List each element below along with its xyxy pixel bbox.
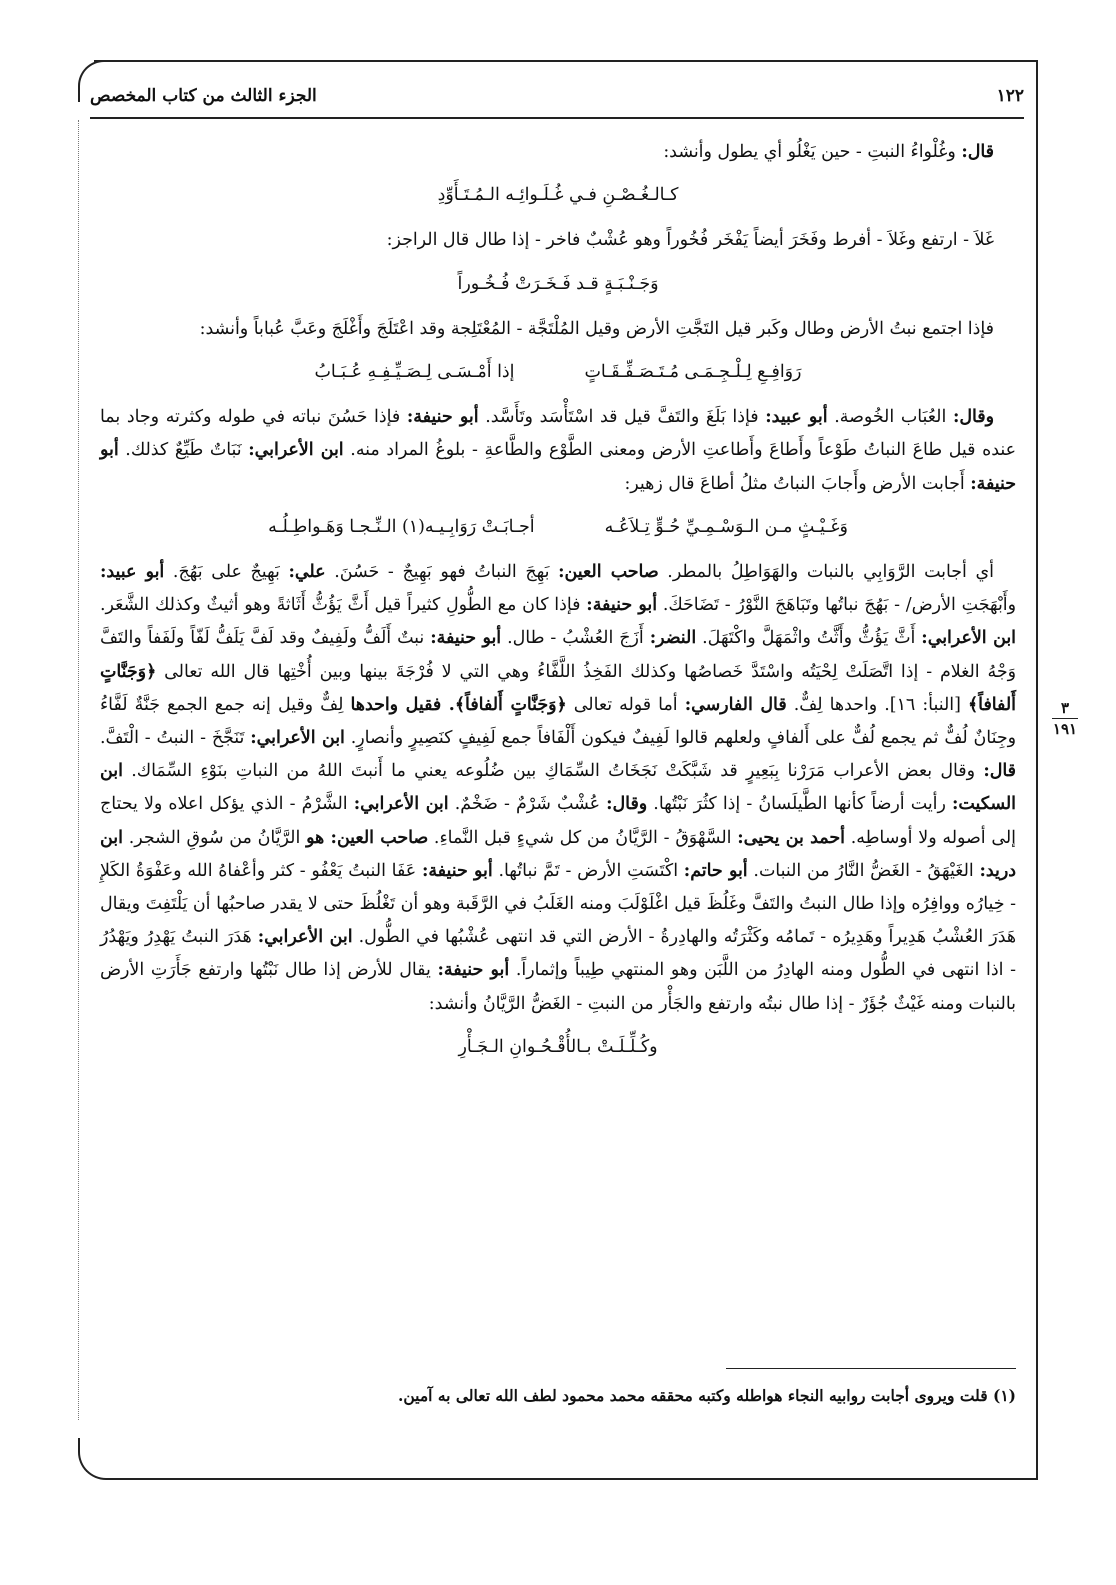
paragraph-text: نَبَاتٌ طَيِّعٌ كذلك. [118, 440, 249, 461]
frame-right-line [1036, 60, 1038, 1480]
verse-line: كـالـغُـصْـنِ فـي غُـلَـوائِـه الـمُـتَـأَوِّدِ [437, 185, 679, 206]
frame-top-line [94, 60, 1038, 62]
paragraph-text: فإذا بَلَغَ والتَفَّ قيل قد اسْتَأْسَد وتَأَسَّد. [478, 407, 766, 428]
lemma-label: أبو حنيفة: [430, 628, 502, 649]
paragraph [100, 224, 1016, 257]
lemma-label: ابن الأعرابي: [257, 927, 353, 948]
lemma-label: ابن الأعرابي: [921, 628, 1017, 649]
verse-couplet [100, 356, 1016, 389]
lemma-label: أبو حنيفة: [406, 407, 479, 428]
paragraph-text: عَفَا النبتُ يَعْفُو - كثر وأعْفاهُ الله وعَفْوَةُ الكَلإِ - خِيارُه ووافِرُه وإذا طال النبتُ والتَفَّ وغَلُظَ قيل اغْلَوْلَبَ ومنه الغَلَبُ في الرَّقَبة وهو أن تَغْلُظَ حتى لا يقدر صاحبُها أن يَلْتَفِتَ ويقال هَدَرَ العُشْبُ هَدِيراً وهَدِيرُه - تَمامُه وكَثْرَتُه والهادِرةُ - الأرض التي قد انتهى عُشْبُها في الطُّول. [100, 860, 1016, 948]
lemma-label: أحمد بن يحيى: [737, 827, 845, 848]
paragraph-text: هَدَرَ النبتُ يَهْدِرُ ويَهْدُرُ - اذا انتهى في الطُّول ومنه الهادِرُ من اللَّبَن وهو المنتهي طِيباً وإثماراً. [100, 927, 1016, 981]
frame-bottom-line [108, 1478, 1038, 1480]
header-rule [90, 117, 1024, 119]
paragraph-text: وغُلْواءُ النبتِ - حين يَغْلُو أي يطول وأنشد: [663, 142, 962, 162]
lemma-label: ابن السكيت: [100, 761, 1017, 815]
lemma-label: قال: [983, 761, 1016, 782]
margin-ref-bottom: ١٩١ [1052, 720, 1078, 738]
lemma-label: صاحب العين: هو [306, 827, 429, 848]
paragraph-text: السَّهْوَقُ - الرَّيَّانُ من كل شيءٍ قبل النَّماءِ. [428, 827, 738, 848]
paragraph-text: غَلاَ - ارتفع وغَلاَ - أفرط وفَخَرَ أيضاً يَفْخَر فُخُوراً وهو عُشْبٌ فاخر - إذا طال قال الراجز: [386, 230, 994, 251]
lemma-label: ابن الأعرابي: [353, 794, 449, 815]
page-number: ١٢٢ [996, 86, 1024, 106]
paragraph-text: وقال بعض الأعراب مَرَرْنا بِبَعِيرٍ قد شَبَّكَتْ نَجَخَاتُ السِّمَاكِ بين ضُلُوعه يعني ما أَنبتَ اللهُ من النباتِ بنَوْءِ السِّمَاك. [122, 761, 984, 782]
paragraph [100, 313, 1016, 346]
margin-ref-divider [1052, 718, 1078, 719]
paragraph [100, 136, 1016, 169]
frame-corner-bottom-left [78, 1438, 120, 1480]
lemma-label: قال: [961, 142, 994, 162]
lemma-label: صاحب العين: [558, 562, 659, 583]
paragraph-text: فإذا كان مع الطُّولِ كثيراً قيل أَثَّ يَؤُثُّ أَثَاثةً وهو أثيثٌ وكذلك الشَّعَر. [100, 595, 587, 616]
verse-line: وكُـلِّـلَـتْ بـالأُقْـحُـوانِ الـجَـأْرِ [458, 1036, 658, 1057]
lemma-label: ﴿وَجَنَّاتٍ أَلفافاً﴾ [100, 661, 1016, 715]
lemma-label: قال الفارسي: [684, 694, 787, 715]
footnote: (١) قلت ويروى أجابت روابيه النجاء هواطله وكتبه محققه محمد محمود لطف الله تعالى به آمين. [397, 1386, 1016, 1405]
paragraph-text: وأَبْهَجَتِ الأرض/ - بَهُجَ نباتُها وتَبَاهَجَ النَّوْرُ - تَضَاحَكَ. [657, 595, 1017, 616]
frame-left-line [78, 120, 79, 1420]
lemma-label: ابن الأعرابي: [250, 728, 345, 749]
verse-hemistich-second: أجـابَـتْ رَوَابِـيـه(١) الـنِّـجـا وَهَـواطِـلُـه [268, 516, 535, 537]
paragraph [100, 401, 1016, 501]
book-title: الجزء الثالث من كتاب المخصص [90, 86, 317, 106]
paragraph-text: رأيت أرضاً كأنها الطَّيلَسانُ - إذا كثُرَ نَبْتُها. [647, 794, 953, 815]
lemma-label: علي: [288, 562, 326, 583]
paragraph-text: لِفٌّ وقيل إنه جمع الجمع جَنَّةٌ لَفَّاءُ وجِنَانٌ لُفٌّ ثم يجمع لُفٌّ على أَلفافٍ ولعلهم قالوا لَفِيفٌ فيكون أَلْفَافاً جمع لَفِيفٍ كنَصِيرٍ وأنصارٍ. [100, 694, 1017, 749]
lemma-label: ابن دريد: [100, 827, 1017, 881]
lemma-label: أبو حنيفة: [100, 440, 1016, 494]
running-header [90, 78, 1024, 114]
paragraph-text: بَهِجَ النباتُ فهو بَهِيجٌ - حَسُنَ. [325, 562, 559, 583]
paragraph-text: الغَيْهَقُ - الغَضُّ النَّارُ من النبات. [747, 860, 980, 881]
lemma-label: ابن الأعرابي: [248, 440, 344, 461]
lemma-label: أبو عبيد: [100, 562, 165, 583]
paragraph-text: فإذا حَسُنَ نباته في طوله وكثرته وجاد بما عنده قيل طاعَ النباتُ طَوْعاً وأَطاعَ وأَطاعتِ الأرض ومعنى الطَّوْع والطَّاعةِ - بلوغُ المراد منه. [100, 407, 1017, 461]
lemma-label: وقال: [952, 407, 995, 428]
verse-hemistich-first: وَغَـيْـثٍ مـن الـوَسْـمِـيِّ حُـوٍّ تِـلاَعُـه [604, 516, 848, 537]
lemma-label: أبو حاتم: [683, 860, 748, 881]
paragraph-text: الرَّيَّانُ من سُوقِ الشجر. [122, 827, 307, 848]
lemma-label: أبو حنيفة: [437, 960, 510, 981]
paragraph-text: نبتٌ أَلَفُّ ولَفِيفٌ وقد لَفَّ يَلَفُّ لَفّاً ولَفَفاً والتَفَّ وَجْهُ الغلام - إذا اتَّصَلَتْ لِحْيَتُه واسْتَدَّ خَصاصُها وكذلك الفَخِذُ اللَّفَّاءُ وهي التي لا فُرْجَةَ بينها وبين أُخْتِها قال الله تعالى [100, 628, 1016, 682]
paragraph-text: تَنَجَّخَ - النبتُ - الْتَفَّ. [100, 728, 251, 749]
paragraph-text: أَزَجَ العُشْبُ - طال. [501, 628, 650, 649]
paragraph-text: يقال للأرض إذا طال نَبْتُها وارتفع جَأَرَتِ الأرض بالنبات ومنه غَيْثٌ جُؤَرٌ - إذا طال نبتُه وارتفع والجَأْر من النبتِ - الغَضُّ الرَّيَّانُ وأنشد: [100, 960, 1016, 1014]
footnote-rule [726, 1368, 1016, 1369]
paragraph-text: [النبأ: ١٦]. واحدها لِفٌّ. [786, 694, 968, 715]
verse-line: وَجَـنْـبَـةٍ قـد فَـخَـرَتْ فُـخُـوراً [457, 273, 659, 294]
lemma-label: أبو عبيد: [765, 407, 828, 428]
paragraph-text: عُشْبٌ شَرْمٌ - ضَخْمٌ. [448, 794, 607, 815]
paragraph-text: الشَّرْمُ - الذي يؤكل اعلاه ولا يحتاج إلى أصوله ولا أوساطِه. [100, 794, 1016, 848]
paragraph-text: أما قوله تعالى [566, 694, 685, 715]
paragraph-text: أي أجابت الرَّوَابِي بالنبات والهَوَاطِلُ بالمطر. [658, 562, 994, 583]
paragraph-text: اكْتَسَتِ الأرض - تَمَّ نباتُها. [492, 860, 684, 881]
margin-page-reference [1052, 700, 1078, 737]
main-text [100, 136, 1016, 1076]
margin-ref-top: ٣ [1060, 699, 1070, 717]
paragraph-text: أَجابت الأرض وأَجابَ النباتُ مثلُ أطاعَ قال زهير: [624, 473, 971, 494]
paragraph [100, 556, 1016, 1021]
lemma-label: وقال: [606, 794, 648, 815]
lemma-label: أبو حنيفة: [586, 595, 658, 616]
verse-hemistich-second: إذا أَمْـسَـى لِـصَـيِّـفِـهِ عُـبَـابُ [314, 362, 515, 383]
paragraph-text: فإذا اجتمع نبتُ الأرض وطال وكَبر قيل التَجَّتِ الأرض وقيل المُلْتَجَّة - المُعْتَلِجة وقد اعْتَلَجَ وأَغْلَجَ وعَبَّ عُباباً وأنشد: [199, 318, 994, 339]
paragraph-text: العُبَاب الخُوصة. [827, 407, 953, 428]
paragraph-text: أَثَّ يَؤُثُّ وأَثَّتُ واثْمَهَلَّ واكْتَهَلَ. [696, 628, 922, 649]
verse-couplet [100, 511, 1016, 544]
verse-hemistich-first: رَوَافِـعِ لِـلْـجِـمَـى مُـتَـصَـفِّـقَـاتٍ [584, 362, 802, 383]
lemma-label: . فقيل واحدها [350, 694, 455, 715]
lemma-label: ﴿وَجَنَّاتٍ أَلفافاً﴾ [454, 694, 567, 715]
paragraph-text: بَهِيجٌ على بَهُجَ. [164, 562, 289, 583]
lemma-label: أبو حنيفة: [421, 860, 493, 881]
lemma-label: النضر: [649, 628, 697, 649]
